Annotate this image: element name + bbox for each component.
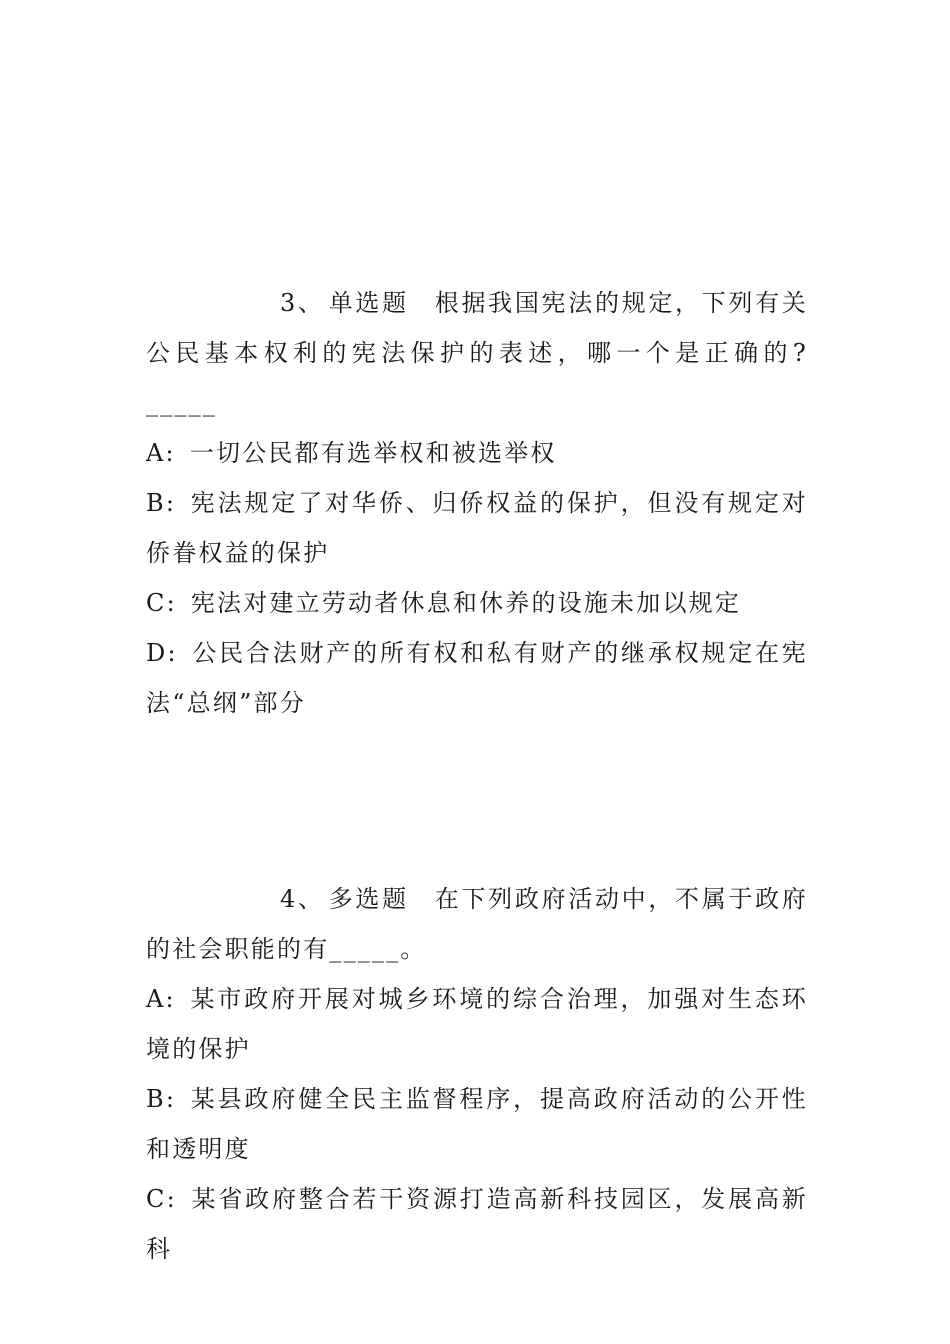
question-number: 3、 — [280, 289, 325, 317]
option-text: 一切公民都有选举权和被选举权 — [189, 439, 557, 467]
option-text: 宪法规定了对华侨、归侨权益的保护，但没有规定对侨眷权益的保护 — [146, 489, 808, 567]
option-b — [146, 478, 808, 578]
option-letter: C: — [146, 589, 177, 617]
option-text: 宪法对建立劳动者休息和休养的设施未加以规定 — [190, 589, 742, 617]
question-text: 根据我国宪法的规定，下列有关公民基本权利的宪法保护的表述，哪一个是正确的?_____ — [146, 289, 809, 417]
question-4 — [146, 874, 808, 1274]
option-a — [146, 428, 808, 478]
option-letter: A: — [146, 439, 176, 467]
question-number: 4、 — [280, 885, 325, 913]
option-text: 公民合法财产的所有权和私有财产的继承权规定在宪法“总纲”部分 — [146, 639, 808, 717]
option-letter: C: — [146, 1185, 177, 1213]
option-c — [146, 578, 808, 628]
option-text: 某县政府健全民主监督程序，提高政府活动的公开性和透明度 — [146, 1085, 808, 1163]
question-type: 单选题 — [328, 289, 409, 317]
option-b — [146, 1074, 808, 1174]
option-a — [146, 974, 808, 1074]
option-c — [146, 1174, 808, 1274]
question-type: 多选题 — [328, 885, 409, 913]
option-letter: D: — [146, 639, 178, 667]
option-text: 某省政府整合若干资源打造高新科技园区，发展高新科 — [146, 1185, 808, 1263]
question-3 — [146, 278, 808, 728]
question-stem — [146, 874, 808, 974]
question-text: 在下列政府活动中，不属于政府的社会职能的有_____。 — [146, 885, 809, 963]
option-text: 某市政府开展对城乡环境的综合治理，加强对生态环境的保护 — [146, 985, 808, 1063]
option-letter: A: — [146, 985, 176, 1013]
option-letter: B: — [146, 1085, 177, 1113]
question-stem — [146, 278, 808, 428]
option-letter: B: — [146, 489, 177, 517]
option-d — [146, 628, 808, 728]
